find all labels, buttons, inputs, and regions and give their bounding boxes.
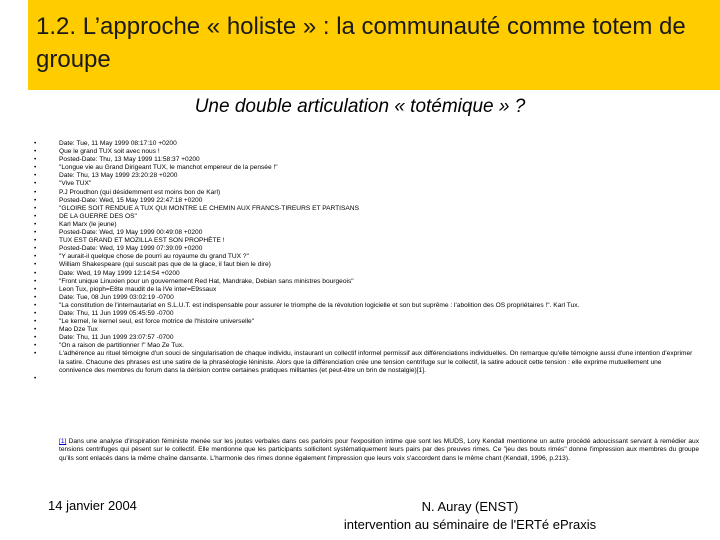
footer-author: N. Auray (ENST): [421, 499, 519, 514]
list-item: • "Le kernel, le kernel seul, est force motrice de l'histoire universelle": [34, 318, 694, 326]
list-item: • Karl Marx (le jeune): [34, 221, 694, 229]
list-item: • Que le grand TUX soit avec nous !: [34, 148, 694, 156]
footnote: [59, 438, 699, 463]
list-item: • Date: Thu, 11 Jun 1999 23:07:57 -0700: [34, 334, 694, 342]
list-item: • "Y aurait-il quelque chose de pourri au royaume du grand TUX ?": [34, 253, 694, 261]
list-item: • "Longue vie au Grand Dirigeant TUX, le manchot empereur de la pensée !": [34, 164, 694, 172]
list-item: • "Front unique Linuxien pour un gouvernement Red Hat, Mandrake, Debian sans ministres bourgeois": [34, 278, 694, 286]
slide-title: 1.2. L’approche « holiste » : la communauté comme totem de groupe: [36, 13, 686, 73]
list-item: • Leon Tux, pioph=E8te maudit de la IVe inter=E9ssaux: [34, 286, 694, 294]
list-item: • "On a raison de partitionner !" Mao Ze Tux.: [34, 342, 694, 350]
footer-event: intervention au séminaire de l'ERTé ePraxis: [343, 517, 597, 532]
footer-author-block: [320, 498, 620, 534]
footnote-text: Dans une analyse d'inspiration féministe menée sur les joutes verbales dans ces parloirs pour l'exposition intime que sont les MUDS, Lory Kendall mentionne un autre procédé adoucissant servant à remédier aux tensions centrifuges qui pèsent sur le collectif. Elle mentionne que les participants sollicitent systématiquement leurs pairs par des preuves rimes. Ce "jeu des bouts rimés" donne l'impression aux membres du groupe qu'ils sont enlacés dans la même chaîne dansante. L'harmonie des rimes donne également l'impression que leurs voix s'accordent dans le même chant (Kendall, 1996, p.213).: [59, 438, 699, 462]
slide-subtitle: Une double articulation « totémique » ?: [194, 96, 526, 117]
list-item: • "La constitution de l'internautariat en S.L.U.T. est indispensable pour assurer le triomphe de la révolution logicielle et son but suprême : l'abolition des OS propriétaires !". Karl Tux.: [34, 302, 694, 310]
list-item: • Posted-Date: Wed, 15 May 1999 22:47:18 +0200: [34, 197, 694, 205]
list-item: • "GLOIRE SOIT RENDUE A TUX QUI MONTRE LE CHEMIN AUX FRANCS-TIREURS ET PARTISANS: [34, 205, 694, 213]
list-item: • William Shakespeare (qui suscait pas que de la glace, il faut bien le dire): [34, 261, 694, 269]
list-item: • Posted-Date: Thu, 13 May 1999 11:58:37 +0200: [34, 156, 694, 164]
list-item: • L'adhérence au rituel témoigne d'un souci de singularisation de chaque individu, instaurant un collectif informel permissif aux différenciations individuelles. On remarque qu'elle témoigne aussi d'une intention d'exprimer la satire. Chacune des phrases est une satire de la phraséologie léniniste. Alors que la différenciation crée une tension centrifuge sur le collectif, la satire adoucit cette tension : elle exprime mutuellement une connivence des membres du forum dans la dérision contre certaines pratiques militantes (et peut-être un brin de nostalgie)[1].: [34, 350, 694, 374]
list-item: • Posted-Date: Wed, 19 May 1999 07:39:09 +0200: [34, 245, 694, 253]
list-item: • Date: Tue, 11 May 1999 08:17:10 +0200: [34, 140, 694, 148]
list-item: • Mao Dze Tux: [34, 326, 694, 334]
list-item: • DE LA GUERRE DES OS": [34, 213, 694, 221]
footnote-ref-link[interactable]: [1]: [59, 438, 67, 445]
list-item: • TUX EST GRAND ET MOZILLA EST SON PROPHÈTE !: [34, 237, 694, 245]
list-item: • Date: Thu, 11 Jun 1999 05:45:59 -0700: [34, 310, 694, 318]
list-item: • Date: Thu, 13 May 1999 23:20:28 +0200: [34, 172, 694, 180]
list-item: • Date: Tue, 08 Jun 1999 03:02:19 -0700: [34, 294, 694, 302]
list-item: • "Vive TUX": [34, 180, 694, 188]
footer-date: 14 janvier 2004: [48, 498, 137, 513]
list-item: • Date: Wed, 19 May 1999 12:14:54 +0200: [34, 270, 694, 278]
list-item: • P.J Proudhon (qui désidemment est moins bon de Karl): [34, 189, 694, 197]
list-item: • Posted-Date: Wed, 19 May 1999 00:49:08 +0200: [34, 229, 694, 237]
quote-list: [34, 140, 694, 375]
